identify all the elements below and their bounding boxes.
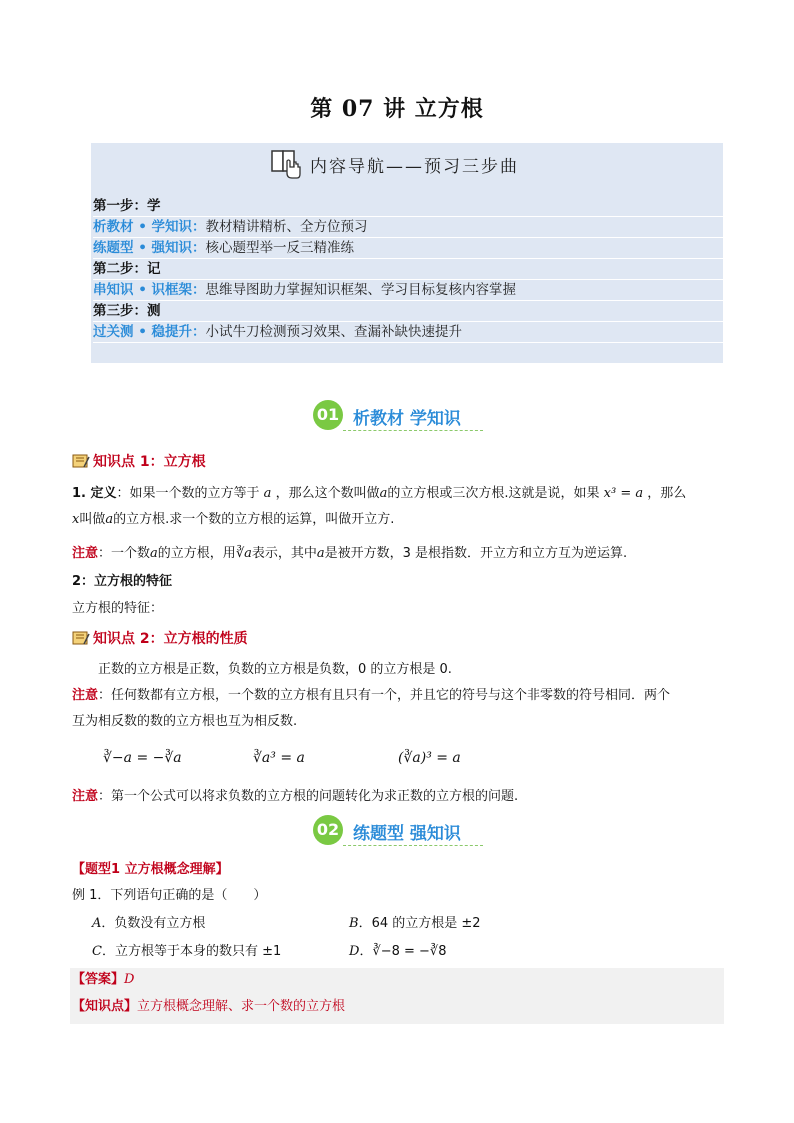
- formula-root-of-cube: ∛a³ = a: [253, 750, 305, 766]
- knowledge-tag-text: 立方根概念理解、求一个数的立方根: [137, 999, 346, 1014]
- nav-row-step3: [93, 302, 723, 322]
- section-underline: [343, 845, 483, 846]
- option-a: [92, 914, 205, 934]
- nav-header: [270, 146, 519, 182]
- var: x: [72, 512, 80, 527]
- note-line: [72, 787, 518, 807]
- nav-row-step1: [93, 197, 723, 217]
- text: 是被开方数，3 是根指数．开立方和立方互为逆运算.: [324, 546, 628, 561]
- definition-line-1: [72, 484, 732, 504]
- text: 的立方根.求一个数的立方根的运算，叫做开立方.: [113, 512, 395, 527]
- text: ：一个数: [98, 546, 151, 561]
- option-b: [349, 914, 481, 934]
- text: 的立方根，用: [157, 546, 236, 561]
- note-label: 注意: [72, 789, 99, 804]
- definition-label: 1. 定义: [72, 486, 117, 501]
- knowledge-point-title: 知识点 1：立方根: [93, 454, 206, 470]
- note-line-2: 互为相反数的数的立方根也互为相反数.: [72, 714, 298, 729]
- section-title: 析教材 学知识: [353, 409, 461, 429]
- option-c: [92, 942, 281, 962]
- nav-key: 过关测 • 稳提升：: [93, 324, 206, 340]
- nav-row-2: [93, 239, 723, 259]
- section-number-badge: 01: [313, 400, 343, 430]
- nav-row-4: [93, 323, 723, 343]
- note-label: 注意: [72, 546, 99, 561]
- nav-step-label: 第二步：记: [93, 261, 161, 277]
- knowledge-tag-label: 【知识点】: [72, 999, 138, 1014]
- section-underline: [343, 430, 483, 431]
- property-text: 正数的立方根是正数，负数的立方根是负数，0 的立方根是 0.: [98, 662, 452, 677]
- question-type-label: 【题型1 立方根概念理解】: [72, 862, 229, 877]
- book-pointer-icon: [270, 147, 304, 181]
- formula-negative-root: ∛−a = −∛a: [103, 750, 182, 766]
- definition-line-2: [72, 510, 732, 530]
- nav-desc: 核心题型举一反三精准练: [205, 240, 355, 256]
- var: a: [105, 512, 114, 527]
- nav-key: 析教材 • 学知识：: [93, 219, 206, 235]
- note-line: [72, 544, 732, 564]
- notebook-pencil-icon: [72, 454, 90, 468]
- option-text: ．64 的立方根是 ±2: [358, 916, 481, 931]
- var: a: [316, 546, 325, 561]
- nav-step-label: 第三步：测: [93, 303, 161, 319]
- text: 叫做: [79, 512, 106, 527]
- answer-label: 【答案】: [72, 972, 125, 987]
- subheading-features: 2：立方根的特征: [72, 574, 173, 589]
- section-number-badge: 02: [313, 815, 343, 845]
- nav-row-step2: [93, 260, 723, 280]
- knowledge-point-heading: [72, 628, 248, 648]
- note-line: [72, 686, 732, 706]
- option-text: ．立方根等于本身的数只有 ±1: [101, 944, 282, 959]
- var: a: [263, 486, 272, 501]
- nav-step-label: 第一步：学: [93, 198, 161, 214]
- option-label: D: [349, 944, 360, 959]
- notebook-pencil-icon: [72, 631, 90, 645]
- var: a: [150, 546, 158, 561]
- var: a: [379, 486, 388, 501]
- nav-row-1: [93, 218, 723, 238]
- text: 表示，其中: [251, 546, 317, 561]
- text: ：第一个公式可以将求负数的立方根的问题转化为求正数的立方根的问题.: [98, 789, 519, 804]
- text: ，那么: [647, 486, 687, 501]
- nav-row-3: [93, 281, 723, 301]
- question-stem: 例 1．下列语句正确的是（ ）: [72, 888, 267, 903]
- nav-desc: 小试牛刀检测预习效果、查漏补缺快速提升: [205, 324, 463, 340]
- nav-header-title: 内容导航——预习三步曲: [310, 156, 519, 177]
- formula-cube-of-root: (∛a)³ = a: [398, 750, 461, 766]
- option-label: C: [92, 944, 102, 959]
- equation: x³ = a: [603, 486, 644, 501]
- page-title: 第 07 讲 立方根: [310, 96, 484, 122]
- section-title: 练题型 强知识: [353, 824, 461, 844]
- nav-desc: 教材精讲精析、全方位预习: [205, 219, 368, 235]
- option-label: A: [92, 916, 102, 931]
- text: ：如果一个数的立方等于: [116, 486, 260, 501]
- option-text: ．负数没有立方根: [101, 916, 206, 931]
- knowledge-point-heading: [72, 451, 206, 471]
- text: ：任何数都有立方根，一个数的立方根有且只有一个，并且它的符号与这个非零数的符号相同．两个: [98, 688, 671, 703]
- option-label: B: [349, 916, 359, 931]
- option-text: ．∛−8 = −∛8: [359, 944, 447, 959]
- text: ，那么这个数叫做: [275, 486, 380, 501]
- answer-line: [72, 970, 134, 990]
- knowledge-point-title: 知识点 2：立方根的性质: [93, 631, 248, 647]
- features-text: 立方根的特征：: [72, 601, 164, 616]
- cube-root-expr: ∛a: [235, 546, 252, 561]
- option-d: [349, 942, 447, 962]
- knowledge-tag-line: [72, 997, 345, 1017]
- note-label: 注意: [72, 688, 99, 703]
- nav-key: 串知识 • 识框架：: [93, 282, 206, 298]
- nav-desc: 思维导图助力掌握知识框架、学习目标复核内容掌握: [205, 282, 517, 298]
- nav-key: 练题型 • 强知识：: [93, 240, 206, 256]
- answer-value: D: [124, 972, 135, 987]
- text: 的立方根或三次方根.这就是说，如果: [387, 486, 600, 501]
